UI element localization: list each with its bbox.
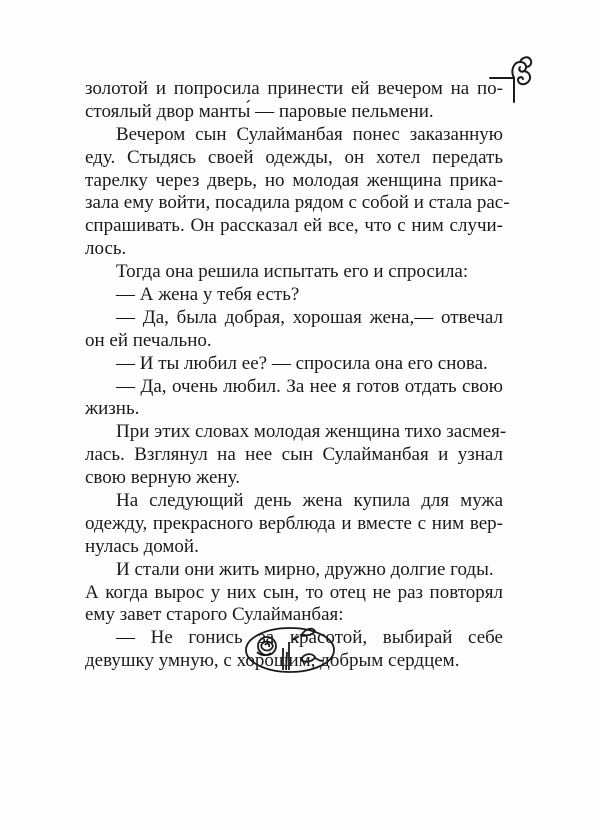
text-line: одежду, прекрасного верблюда и вместе с ним вер-: [85, 512, 503, 534]
text-line: При этих словах молодая женщина тихо засмея-: [116, 421, 507, 443]
rose-and-bird-vignette-icon: [243, 622, 338, 674]
text-line: — А жена у тебя есть?: [116, 284, 300, 306]
text-line: жизнь.: [85, 398, 140, 420]
text-line: лась. Взглянул на нее сын Сулайманбая и узнал: [85, 444, 503, 466]
text-line: И стали они жить мирно, дружно долгие годы.: [116, 558, 494, 580]
text-line: ему завет старого Сулайманбая:: [85, 604, 344, 626]
text-line: девушку умную, с хорошим, добрым сердцем.: [85, 650, 460, 672]
text-line: спрашивать. Он рассказал ей все, что с ним случи-: [85, 215, 503, 237]
text-line: Вечером сын Сулайманбая понес заказанную: [116, 123, 503, 145]
text-line: — Не гонись за красотой, выбирай себе: [116, 627, 503, 649]
text-line: А когда вырос у них сын, то отец не раз повторял: [85, 581, 503, 603]
text-line: — Да, была добрая, хорошая жена,— отвечал: [116, 306, 503, 328]
text-line: свою верную жену.: [85, 467, 240, 489]
text-line: зала ему войти, посадила рядом с собой и стала рас-: [85, 192, 510, 214]
text-line: — И ты любил ее? — спросила она его снова.: [116, 352, 488, 374]
text-line: стоялый двор манты́ — паровые пельмени.: [85, 100, 434, 122]
text-line: — Да, очень любил. За нее я готов отдать свою: [116, 375, 503, 397]
text-line: Тогда она решила испытать его и спросила:: [116, 261, 469, 283]
text-line: лось.: [85, 238, 127, 260]
text-line: золотой и попросила принести ей вечером на по-: [85, 78, 503, 99]
text-line: еду. Стыдясь своей одежды, он хотел передать: [85, 146, 503, 168]
text-line: нулась домой.: [85, 535, 199, 557]
text-line: На следующий день жена купила для мужа: [116, 490, 503, 512]
page-text: [85, 78, 510, 673]
text-line: тарелку через дверь, но молодая женщина прика-: [85, 169, 503, 191]
text-line: он ей печально.: [85, 329, 212, 351]
